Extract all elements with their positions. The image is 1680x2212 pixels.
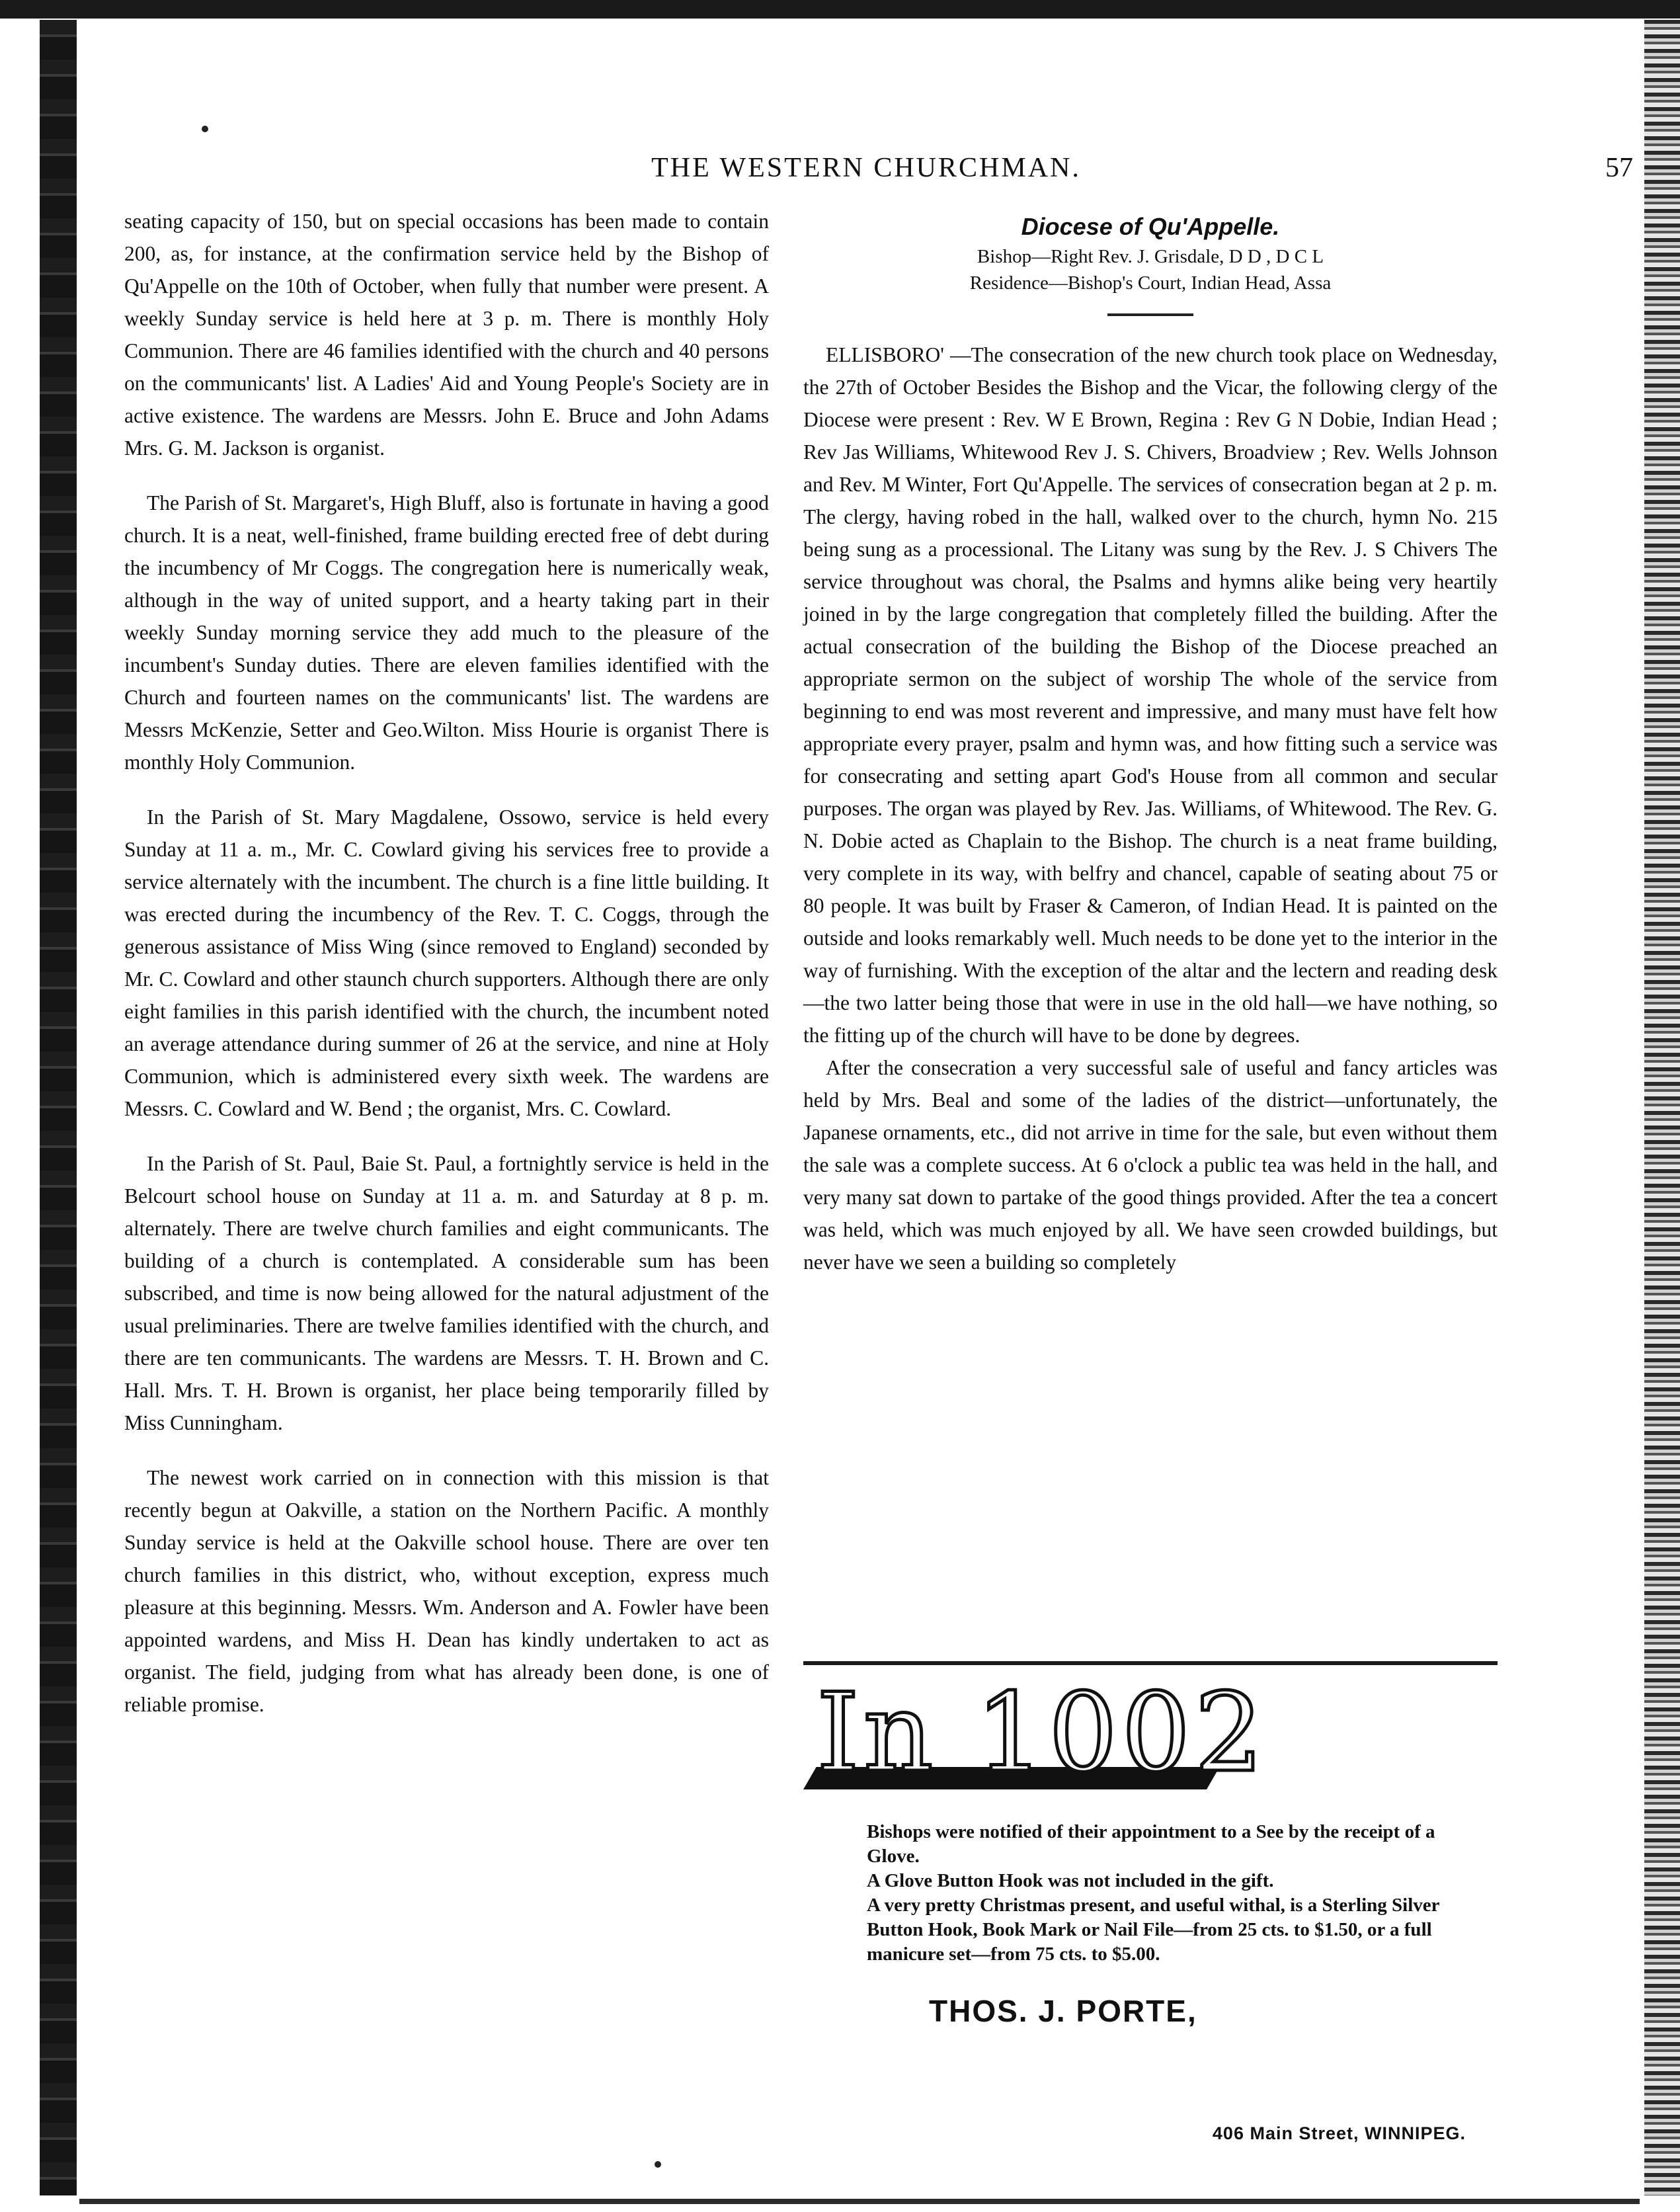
scan-speck <box>655 2161 661 2168</box>
advertisement <box>803 1661 1498 2144</box>
residence-line: Residence—Bishop's Court, Indian Head, Assa <box>969 272 1332 294</box>
ad-line: A Glove Button Hook was not included in the gift. <box>867 1870 1274 1891</box>
ad-line: A very pretty Christmas present, and useful withal, is a Sterling Silver Button Hook, Book Mark or Nail File—from 25 cts. to $1.50, or a full manicure set—from 75 cts. to $5.00. <box>867 1895 1439 1965</box>
page-number: 57 <box>1605 153 1633 183</box>
scan-left-binding-edge <box>40 20 77 2195</box>
paragraph-ellisboro: ELLISBORO' —The consecration of the new church took place on Wednesday, the 27th of October Besides the Bishop and the Vicar, the following clergy of the Diocese were present : Rev. W E Brown, Regina : Rev G N Dobie, Indian Head ; Rev Jas Williams, Whitewood Rev J. S. Chivers, Broadview ; Rev. Wells Johnson and Rev. M Winter, Fort Qu'Appelle. The services of consecration began at 2 p. m. The clergy, having robed in the hall, walked over to the church, hymn No. 215 being sung as a processional. The Litany was sung by the Rev. J. S Chivers The service throughout was choral, the Psalms and hymns alike being very heartily joined in by the large congregation that completely filled the building. After the actual consecration of the building the Bishop of the Diocese preached an appropriate sermon on the subject of worship The whole of the service from beginning to end was most reverent and impressive, and many must have felt how appropriate every prayer, psalm and hymn was, and how fitting such a service was for consecrating and setting apart God's House from all common and secular purposes. The organ was played by Rev. Jas. Williams, of Whitewood. The Rev. G. N. Dobie acted as Chaplain to the Bishop. The church is a neat frame building, very complete in its way, with belfry and chancel, capable of seating about 75 or 80 people. It was built by Fraser & Cameron, of Indian Head. It is painted on the outside and looks remarkably well. Much needs to be done yet to the interior in the way of furnishing. With the exception of the altar and the lectern and reading desk—the two latter being those that were in use in the old hall—we have nothing, so the fitting up of the church will have to be done by degrees. <box>803 343 1498 1047</box>
paragraph-sale: After the consecration a very successful sale of useful and fancy articles was held by Mrs. Beal and some of the ladies of the district—unfortunately, the Japanese ornaments, etc., did not arrive in time for the sale, but even without them the sale was a complete success. At 6 o'clock a public tea was held in the hall, and very many sat down to partake of the good things provided. After the tea a concert was held, which was much enjoyed by all. We have seen crowded buildings, but never have we seen a building so completely <box>803 1056 1498 1274</box>
scan-bottom-border <box>79 2199 1640 2204</box>
ad-top-rule <box>803 1661 1498 1665</box>
ad-body <box>867 1820 1462 1967</box>
merchant-name: THOS. J. PORTE, <box>929 1994 1197 2028</box>
page-header <box>99 152 1633 192</box>
ad-line: Bishops were notified of their appointment to a See by the receipt of a Glove. <box>867 1821 1435 1867</box>
paragraph-st-mary-magdalene: In the Parish of St. Mary Magdalene, Ossowo, service is held every Sunday at 11 a. m., Mr. C. Cowlard giving his services free to provide a service alternately with the incumbent. The church is a fine little building. It was erected during the incumbency of the Rev. T. C. Coggs, through the generous assistance of Miss Wing (since removed to England) seconded by Mr. C. Cowlard and other staunch church supporters. Although there are only eight families in this parish identified with the church, the incumbent noted an average attendance during summer of 26 at the service, and nine at Holy Communion, which is administered every sixth week. The wardens are Messrs. C. Cowlard and W. Bend ; the organist, Mrs. C. Cowlard. <box>124 805 769 1120</box>
paragraph-st-paul: In the Parish of St. Paul, Baie St. Paul, a fortnightly service is held in the Belcourt school house on Sunday at 11 a. m. and Saturday at 8 p. m. alternately. There are twelve church families and eight communicants. The building of a church is contemplated. A considerable sum has been subscribed, and time is now being allowed for the natural adjustment of the usual preliminaries. There are twelve families identified with the church, and there are ten communicants. The wardens are Messrs. T. H. Brown and C. Hall. Mrs. T. H. Brown is organist, her place being temporarily filled by Miss Cunningham. <box>124 1152 769 1434</box>
merchant-address: 406 Main Street, WINNIPEG. <box>1212 2123 1466 2143</box>
right-column <box>803 205 1498 1278</box>
left-column <box>124 205 769 1721</box>
bishop-line: Bishop—Right Rev. J. Grisdale, D D , D C L <box>977 246 1324 267</box>
paragraph-st-margarets: The Parish of St. Margaret's, High Bluff, also is fortunate in having a good church. It is a neat, well-finished, frame building erected free of debt during the incumbency of Mr Coggs. The congregation here is numerically weak, although in the way of united support, and a hearty taking part in their weekly Sunday morning service they add much to the pleasure of the incumbent's Sunday duties. There are eleven families identified with the Church and fourteen names on the communicants' list. The wardens are Messrs McKenzie, Setter and Geo.Wilton. Miss Hourie is organist There is monthly Holy Communion. <box>124 491 769 774</box>
diocese-heading: Diocese of Qu'Appelle. <box>1021 213 1280 240</box>
scan-speck <box>202 126 208 132</box>
section-divider <box>1107 313 1193 316</box>
paragraph-oakville: The newest work carried on in connection with this mission is that recently begun at Oakville, a station on the Northern Pacific. A monthly Sunday service is held at the Oakville school house. There are over ten church families in this district, who, without exception, express much pleasure at this beginning. Messrs. Wm. Anderson and A. Fowler have been appointed wardens, and Miss H. Dean has kindly undertaken to act as organist. The field, judging from what has already been done, is one of reliable promise. <box>124 1466 769 1716</box>
scan-right-edge <box>1644 20 1680 2195</box>
journal-title: THE WESTERN CHURCHMAN. <box>651 153 1081 183</box>
ad-headline: In 1002 <box>817 1670 1267 1796</box>
scan-top-border <box>0 0 1680 19</box>
ad-headline-block <box>803 1670 1498 1796</box>
paragraph-caskets-parish: seating capacity of 150, but on special occasions has been made to contain 200, as, for instance, at the confirmation service held by the Bishop of Qu'Appelle on the 10th of October, when fully that number were present. A weekly Sunday service is held here at 3 p. m. There is monthly Holy Communion. There are 46 families identified with the church and 40 persons on the communicants' list. A Ladies' Aid and Young People's Society are in active existence. The wardens are Messrs. John E. Bruce and John Adams Mrs. G. M. Jackson is organist. <box>124 210 769 460</box>
